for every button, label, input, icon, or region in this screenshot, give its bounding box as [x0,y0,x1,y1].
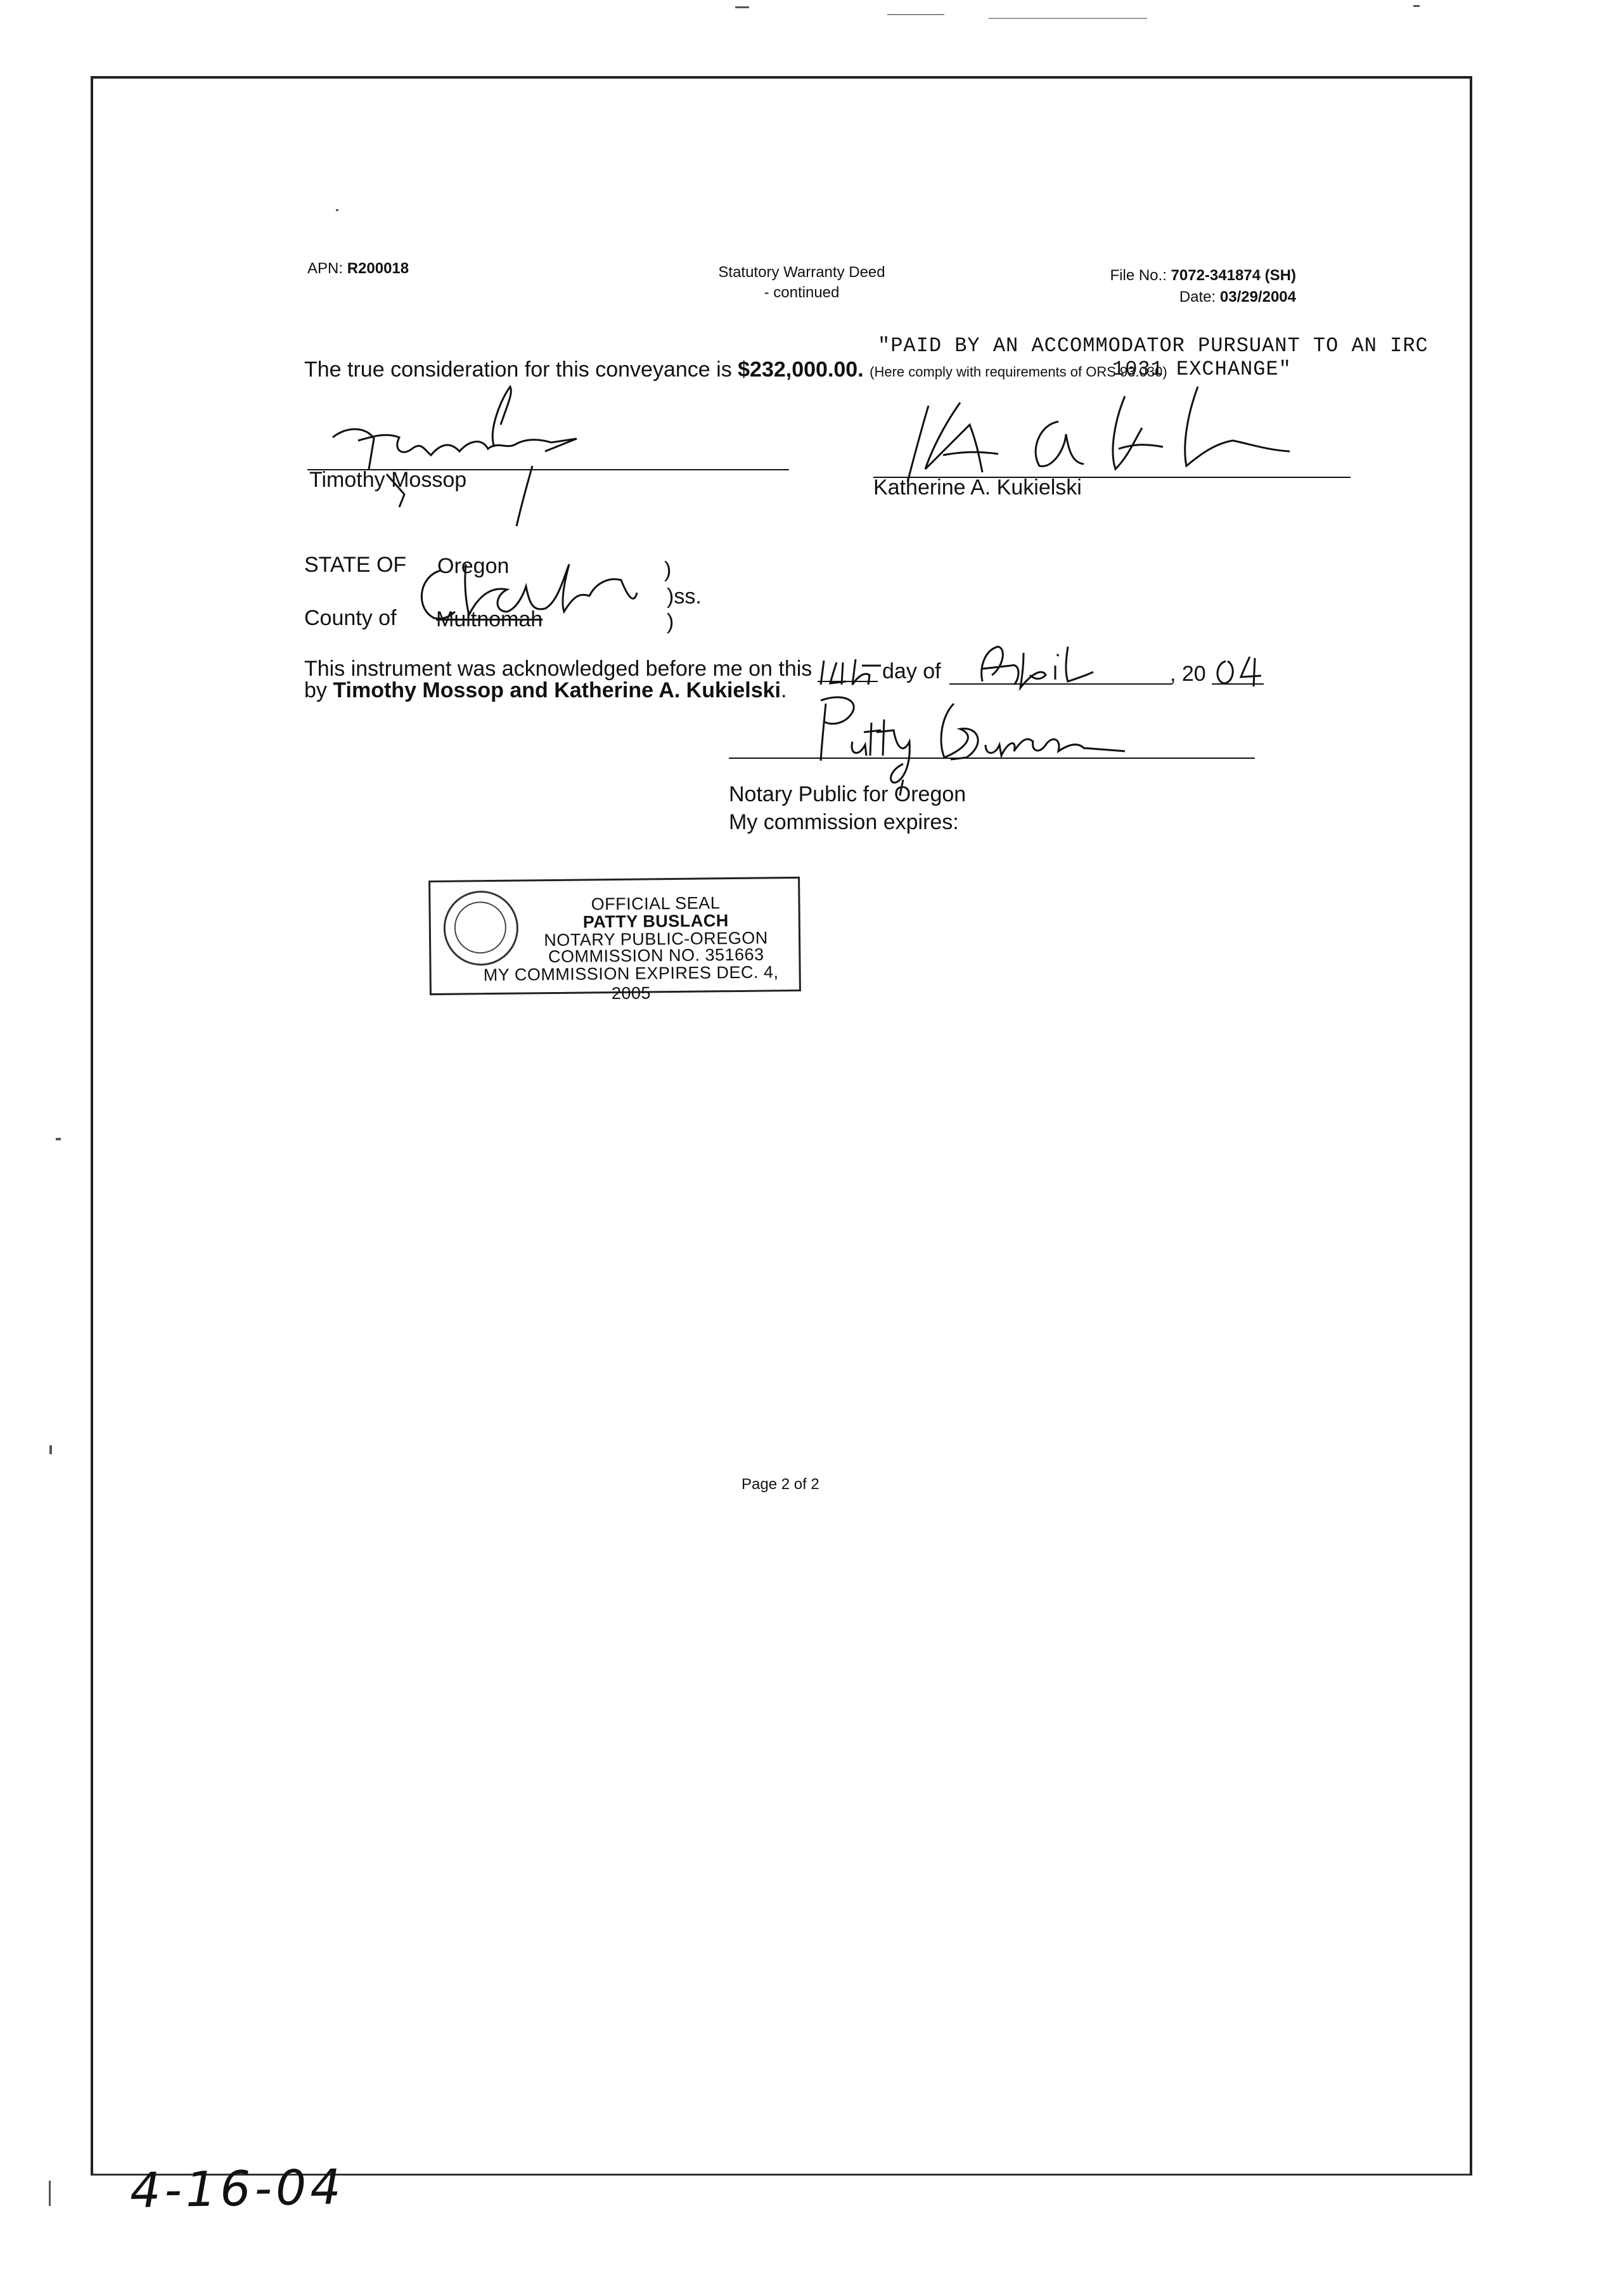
seal-line-1: OFFICIAL SEAL [591,893,721,914]
signature-timothy-mossop [298,380,589,532]
state-value: Oregon [437,554,510,578]
consideration-text: The true consideration for this conveyance is [304,358,732,382]
state-label: STATE OF [304,553,407,577]
consideration-amount: $232,000.00. [738,358,864,382]
official-seal-stamp [428,877,801,1003]
acknowledgment-prefix: This instrument was acknowledged before me on this [304,657,812,681]
apn-value: R200018 [347,260,409,277]
file-number: File No.: 7072-341874 (SH) [1110,267,1296,284]
scan-mark [989,18,1147,19]
county-label: County of [304,606,397,630]
venue-paren: ) [667,610,674,634]
signature-patty-buslach [795,685,1150,792]
seal-line-3: NOTARY PUBLIC-OREGON [544,928,768,950]
scan-mark [49,1445,52,1454]
notary-signature-line [729,758,1255,759]
notary-commission-expires: My commission expires: [729,810,959,834]
seal-line-4: COMMISSION NO. 351663 [548,945,764,967]
acknowledgment-signers: Timothy Mossop and Katherine A. Kukielski [333,678,781,702]
notary-title: Notary Public for Oregon [729,782,966,806]
consideration-statement [304,358,1167,382]
acknowledgment-by: by Timothy Mossop and Katherine A. Kukielski. [304,678,787,702]
scan-mark [56,1138,61,1140]
venue-ss: )ss. [667,584,702,609]
month-handwritten [963,640,1103,691]
exchange-stamp-line-2: 1031 EXCHANGE" [1112,358,1292,381]
document-type [697,262,906,303]
apn-label: APN: [307,260,344,277]
scan-mark [1413,5,1420,7]
consideration-note: (Here comply with requirements of ORS 93.030) [870,364,1167,380]
document-type-title: Statutory Warranty Deed [718,264,885,281]
acknowledgment-day-of: day of [882,659,941,683]
scan-mark [735,6,749,8]
file-info [1014,265,1296,308]
apn [307,260,409,278]
exchange-stamp-line-1: "PAID BY AN ACCOMMODATOR PURSUANT TO AN IRC [878,334,1429,358]
scan-mark [49,2181,51,2206]
scan-mark [887,14,944,15]
county-handwritten-clackamas [406,558,640,628]
year-handwritten [1212,652,1269,690]
document-type-sub: - continued [764,284,840,301]
state-seal-icon [443,891,518,966]
page-number: Page 2 of 2 [742,1476,819,1493]
signer-name-right: Katherine A. Kukielski [873,475,1082,500]
seal-line-2: PATTY BUSLACH [582,911,729,932]
county-printed: Multnomah [436,607,543,631]
acknowledgment-year-prefix: , 20 [1170,662,1206,686]
document-date: Date: 03/29/2004 [1179,288,1296,306]
handwritten-date: 4-16-04 [129,2158,345,2219]
seal-line-5: MY COMMISSION EXPIRES DEC. 4, 2005 [483,962,779,1003]
signer-name-left: Timothy Mossop [309,468,467,492]
venue-paren: ) [664,558,672,582]
